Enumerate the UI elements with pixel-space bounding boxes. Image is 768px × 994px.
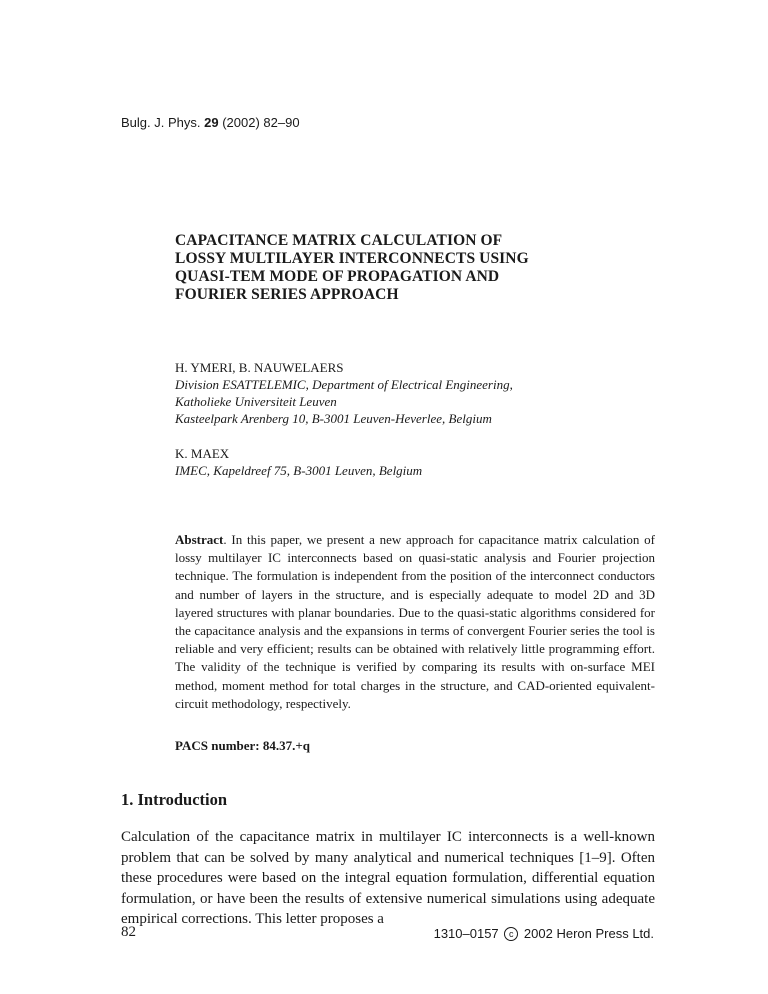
title-line: FOURIER SERIES APPROACH	[175, 286, 399, 303]
author-block	[175, 445, 422, 479]
copyright-text: 2002 Heron Press Ltd.	[523, 926, 654, 941]
section-heading: 1. Introduction	[121, 790, 228, 809]
issn: 1310–0157	[433, 926, 499, 941]
abstract-label: Abstract	[175, 532, 224, 547]
journal-volume: 29	[204, 115, 219, 130]
author-names: K. MAEX	[175, 446, 230, 461]
page-number: 82	[121, 924, 136, 940]
affiliation-line: Division ESATTELEMIC, Department of Electrical Engineering,	[175, 377, 513, 392]
journal-year-pages: (2002) 82–90	[222, 115, 300, 130]
title-line: CAPACITANCE MATRIX CALCULATION OF	[175, 232, 503, 249]
introduction-paragraph: Calculation of the capacitance matrix in multilayer IC interconnects is a well-known problem that can be solved by many analytical and numerical techniques [1–9]. Often these procedures were based on the integral equation formulation, differential equation formulation, or have been the results of extensive numerical simulations using adequate empirical corrections. This letter proposes a	[121, 829, 655, 927]
copyright-icon: c	[504, 927, 518, 941]
journal-abbrev: Bulg. J. Phys.	[121, 115, 201, 130]
author-names: H. YMERI, B. NAUWELAERS	[175, 360, 344, 375]
title-line: QUASI-TEM MODE OF PROPAGATION AND	[175, 268, 500, 285]
journal-citation	[121, 115, 300, 130]
abstract-text: . In this paper, we present a new approach for capacitance matrix calculation of lossy multilayer IC interconnects based on quasi-static analysis and Fourier projection technique. The formulation is independent from the position of the interconnect conductors and number of layers in the structure, and is especially adequate to model 2D and 3D layered structures with planar boundaries. Due to the quasi-static algorithms considered for the capacitance analysis and the expansions in terms of convergent Fourier series the tool is reliable and very efficient; results can be obtained with relatively little programming effort. The validity of the technique is verified by comparing its results with on-surface MEI method, moment method for total charges in the structure, and CAD-oriented equivalent-circuit methodology, respectively.	[175, 532, 655, 711]
affiliation-line: Kasteelpark Arenberg 10, B-3001 Leuven-Heverlee, Belgium	[175, 411, 492, 426]
author-block	[175, 359, 513, 427]
abstract	[175, 531, 655, 713]
pacs-number: PACS number: 84.37.+q	[175, 738, 311, 753]
paper-title	[175, 232, 655, 304]
title-line: LOSSY MULTILAYER INTERCONNECTS USING	[175, 250, 529, 267]
affiliation-line: Katholieke Universiteit Leuven	[175, 394, 337, 409]
copyright-notice	[434, 926, 654, 941]
affiliation-line: IMEC, Kapeldreef 75, B-3001 Leuven, Belgium	[175, 463, 423, 478]
